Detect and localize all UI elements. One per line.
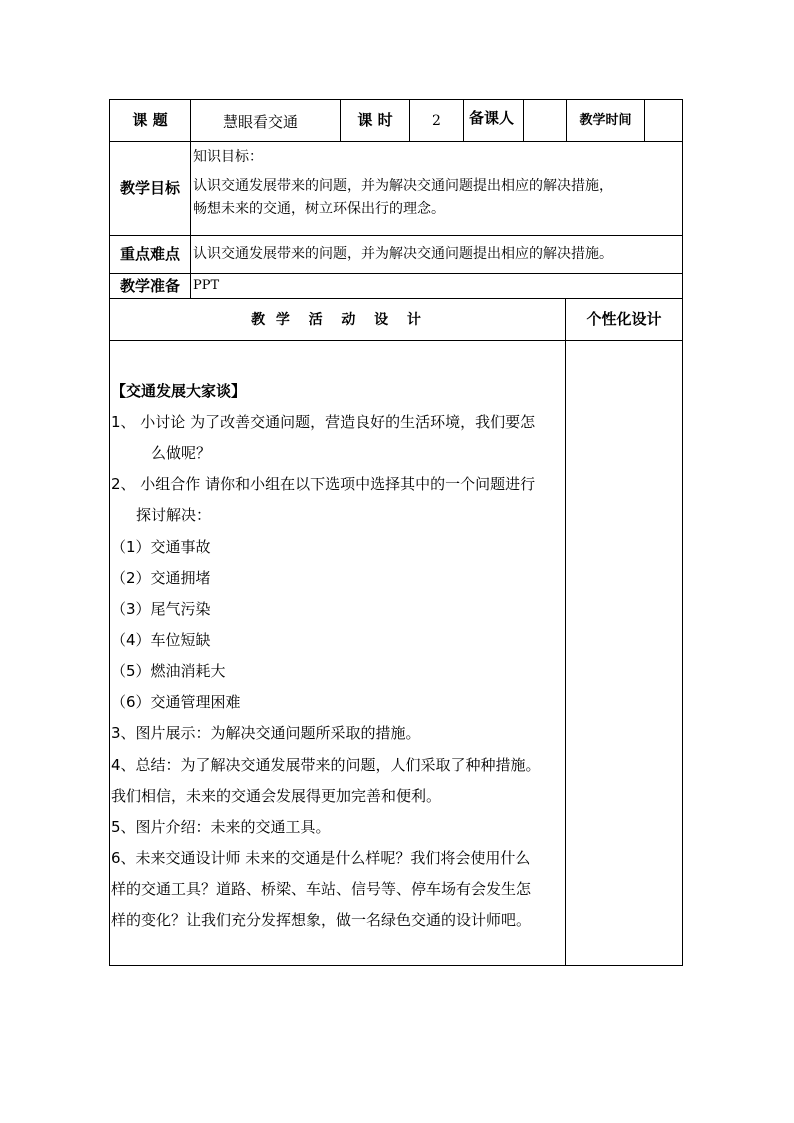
activity-line: 我们相信，未来的交通会发展得更加完善和便利。: [111, 787, 442, 805]
table-border: [190, 99, 191, 141]
activity-line: 么做呢？: [151, 444, 212, 462]
teacher-label: 备课人: [469, 109, 515, 127]
objectives-heading: 知识目标：: [193, 149, 263, 165]
table-border: [109, 965, 683, 966]
key-points-text: 认识交通发展带来的问题，并为解决交通问题提出相应的解决措施。: [193, 246, 613, 262]
teacher-value: [524, 100, 566, 141]
activity-line: 样的交通工具？道路、桥梁、车站、信号等、停车场有会发生怎: [111, 880, 532, 898]
table-border: [109, 340, 683, 341]
preparation-text: PPT: [193, 278, 220, 293]
activity-line: 6、未来交通设计师 未来的交通是什么样呢？我们将会使用什么: [111, 849, 531, 867]
lesson-plan-table: [109, 99, 683, 966]
activity-line: （1）交通事故: [111, 538, 211, 556]
activity-line: （4）车位短缺: [111, 631, 211, 649]
activity-line: 探讨解决：: [136, 506, 212, 524]
hours-label: 课 时: [357, 111, 393, 129]
objectives-line-2: 畅想未来的交通，树立环保出行的理念。: [193, 201, 445, 217]
table-border: [109, 235, 683, 236]
table-border: [109, 273, 683, 274]
subject-value: 慧眼看交通: [223, 113, 299, 131]
key-points-label: 重点难点: [119, 245, 180, 263]
activity-line: 5、图片介绍：未来的交通工具。: [111, 818, 331, 836]
activity-line: 2、 小组合作 请你和小组在以下选项中选择其中的一个问题进行: [111, 475, 536, 493]
activity-line: 4、总结：为了解决交通发展带来的问题，人们采取了种种措施。: [111, 756, 541, 774]
table-border: [682, 99, 683, 966]
activity-line: （3）尾气污染: [111, 600, 211, 618]
table-border: [190, 141, 191, 298]
activity-line: （5）燃油消耗大: [111, 662, 226, 680]
section-title: 【交通发展大家谈】: [111, 382, 247, 400]
activity-title: 教 学 活 动 设 计: [251, 311, 424, 328]
objectives-label: 教学目标: [119, 179, 180, 197]
table-border: [109, 141, 683, 142]
table-border: [463, 99, 464, 141]
table-border: [565, 298, 566, 966]
objectives-line-1: 认识交通发展带来的问题，并为解决交通问题提出相应的解决措施，: [193, 178, 613, 194]
activity-line: （2）交通拥堵: [111, 569, 211, 587]
activity-line: 1、 小讨论 为了改善交通问题，营造良好的生活环境，我们要怎: [111, 413, 536, 431]
time-label: 教学时间: [579, 113, 632, 128]
subject-label: 课 题: [132, 111, 168, 129]
personal-design-title: 个性化设计: [586, 310, 662, 328]
activity-line: 样的变化？让我们充分发挥想象，做一名绿色交通的设计师吧。: [111, 911, 532, 929]
time-value: [645, 100, 682, 141]
preparation-label: 教学准备: [119, 276, 180, 295]
activity-line: （6）交通管理困难: [111, 693, 241, 711]
activity-line: 3、图片展示：为解决交通问题所采取的措施。: [111, 724, 421, 742]
hours-value: 2: [432, 112, 441, 129]
